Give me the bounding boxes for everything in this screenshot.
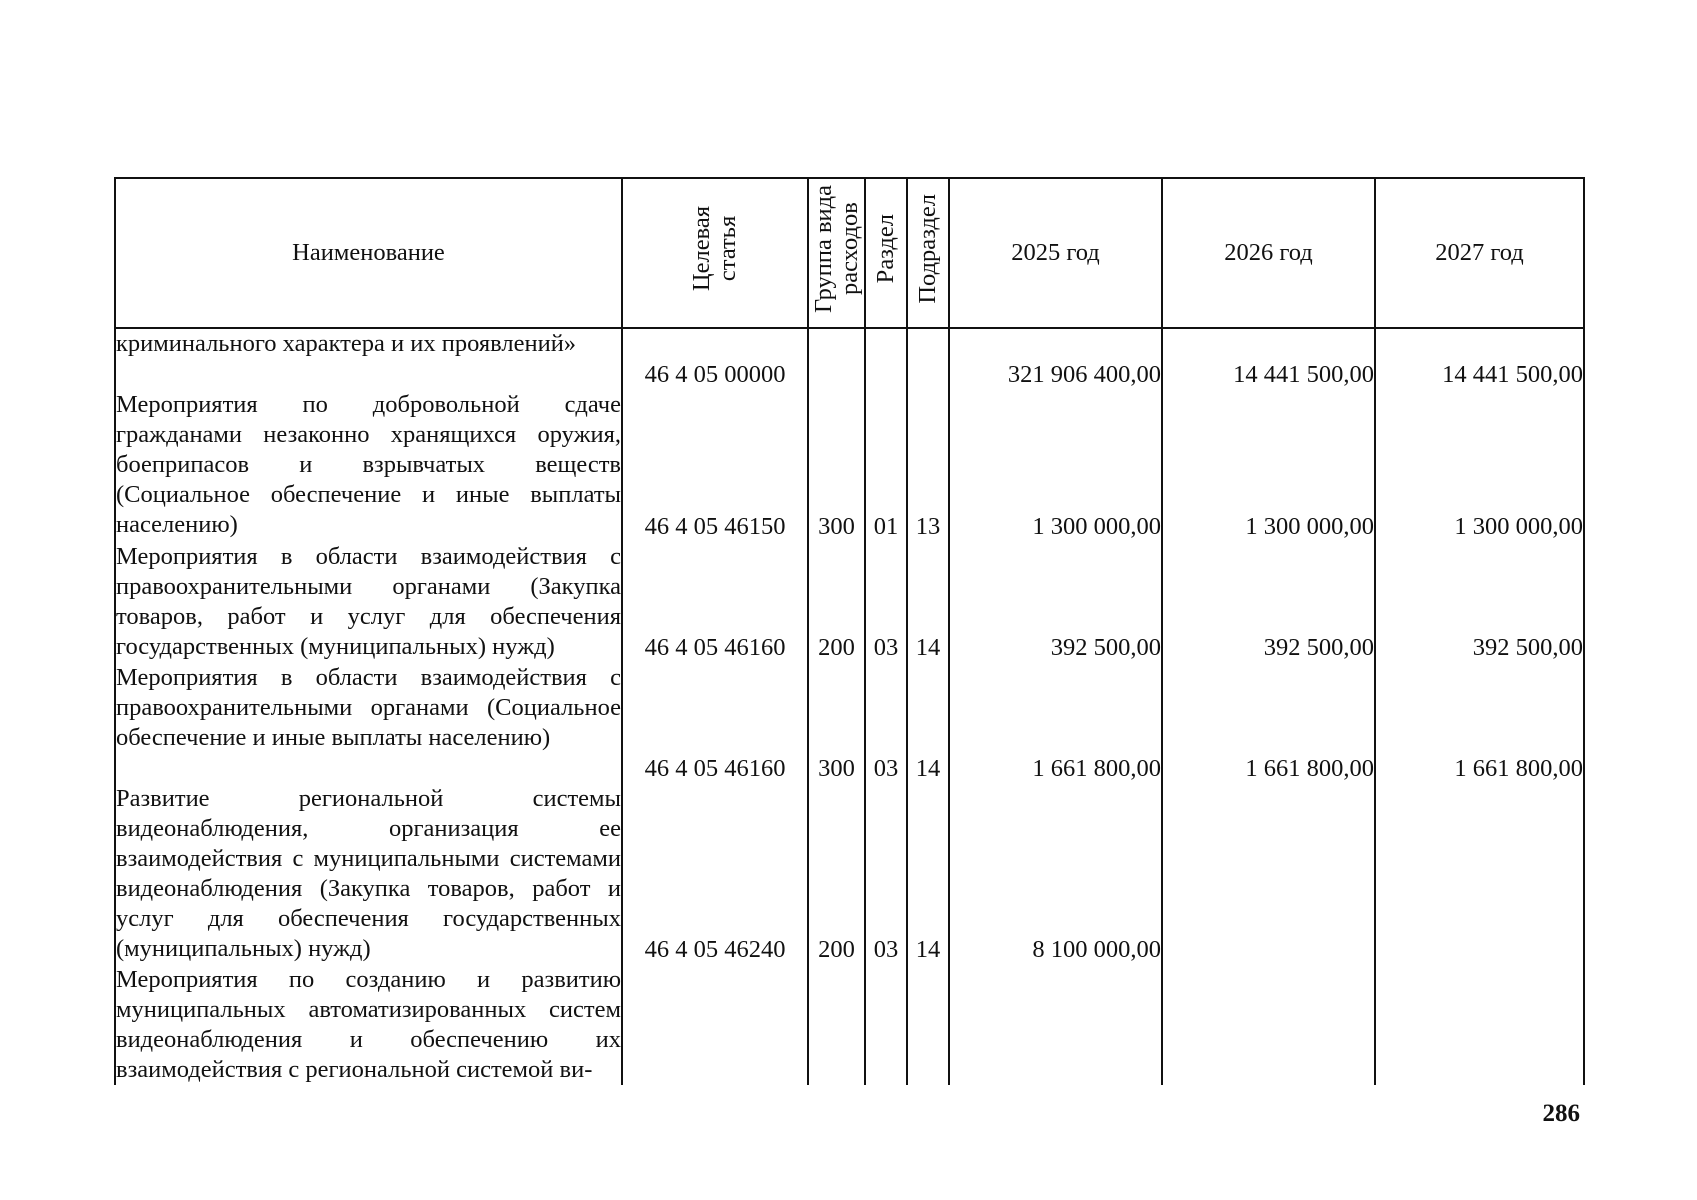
row-expense-group: 200 xyxy=(808,784,865,965)
row-expense-group: 200 xyxy=(808,542,865,663)
row-subsection: 13 xyxy=(907,390,949,542)
table-row xyxy=(115,390,1584,542)
row-section: 03 xyxy=(865,784,907,965)
row-amount-2025 xyxy=(949,965,1162,1085)
row-amount-2027 xyxy=(1375,784,1584,965)
row-amount-2027: 1 300 000,00 xyxy=(1375,390,1584,542)
row-target-article: 46 4 05 46150 xyxy=(622,390,808,542)
row-expense-group: 300 xyxy=(808,390,865,542)
header-expense-group-label: Группа вида расходов xyxy=(809,184,863,314)
row-amount-2026: 392 500,00 xyxy=(1162,542,1375,663)
header-subsection xyxy=(907,178,949,328)
row-target-article: 46 4 05 00000 xyxy=(622,328,808,390)
header-section-label: Раздел xyxy=(872,214,899,284)
budget-table xyxy=(114,177,1585,1085)
row-section: 01 xyxy=(865,390,907,542)
row-amount-2027 xyxy=(1375,965,1584,1085)
row-section xyxy=(865,965,907,1085)
row-amount-2025: 321 906 400,00 xyxy=(949,328,1162,390)
row-target-article: 46 4 05 46240 xyxy=(622,784,808,965)
row-amount-2027: 392 500,00 xyxy=(1375,542,1584,663)
row-subsection: 14 xyxy=(907,663,949,784)
table-row xyxy=(115,542,1584,663)
row-target-article xyxy=(622,965,808,1085)
row-amount-2025: 1 300 000,00 xyxy=(949,390,1162,542)
row-subsection: 14 xyxy=(907,542,949,663)
header-subsection-label: Подраздел xyxy=(914,194,941,304)
header-target-article-label: Целевая статья xyxy=(688,206,741,292)
table-row xyxy=(115,663,1584,784)
header-target-article xyxy=(622,178,808,328)
row-name: криминального характера и их проявлений» xyxy=(115,328,622,390)
row-amount-2026 xyxy=(1162,965,1375,1085)
table-row xyxy=(115,784,1584,965)
header-name: Наименование xyxy=(115,178,622,328)
row-section: 03 xyxy=(865,663,907,784)
table-header-row xyxy=(115,178,1584,328)
page-number: 286 xyxy=(1542,1100,1580,1127)
row-amount-2026: 1 300 000,00 xyxy=(1162,390,1375,542)
budget-table-sheet xyxy=(114,177,1583,1081)
header-year-2027: 2027 год xyxy=(1375,178,1584,328)
header-year-2025: 2025 год xyxy=(949,178,1162,328)
header-section xyxy=(865,178,907,328)
row-amount-2027: 1 661 800,00 xyxy=(1375,663,1584,784)
row-section xyxy=(865,328,907,390)
row-expense-group: 300 xyxy=(808,663,865,784)
row-subsection xyxy=(907,965,949,1085)
row-amount-2025: 8 100 000,00 xyxy=(949,784,1162,965)
header-year-2026: 2026 год xyxy=(1162,178,1375,328)
row-amount-2026 xyxy=(1162,784,1375,965)
row-subsection xyxy=(907,328,949,390)
row-expense-group xyxy=(808,328,865,390)
row-name: Развитие региональной системы видеонаблюдения, организация ее взаимодействия с муниципальными системами видеонаблюдения (Закупка товаров, работ и услуг для обеспечения государственных (муниципальных) нужд) xyxy=(115,784,622,965)
row-amount-2027: 14 441 500,00 xyxy=(1375,328,1584,390)
row-name: Мероприятия по созданию и развитию муниципальных автоматизированных систем видеонаблюдения и обеспечению их взаимодействия с региональной системой ви- xyxy=(116,966,621,1083)
row-expense-group xyxy=(808,965,865,1085)
header-expense-group xyxy=(808,178,865,328)
row-name: Мероприятия в области взаимодействия с правоохранительными органами (Закупка товаров, работ и услуг для обеспечения государственных (муниципальных) нужд) xyxy=(115,542,622,663)
row-amount-2026: 1 661 800,00 xyxy=(1162,663,1375,784)
row-section: 03 xyxy=(865,542,907,663)
row-amount-2025: 392 500,00 xyxy=(949,542,1162,663)
table-row xyxy=(115,965,1584,1085)
row-name: Мероприятия по добровольной сдаче гражданами незаконно хранящихся оружия, боеприпасов и взрывчатых веществ (Социальное обеспечение и иные выплаты населению) xyxy=(115,390,622,542)
row-subsection: 14 xyxy=(907,784,949,965)
table-row xyxy=(115,328,1584,390)
row-target-article: 46 4 05 46160 xyxy=(622,663,808,784)
row-amount-2025: 1 661 800,00 xyxy=(949,663,1162,784)
row-target-article: 46 4 05 46160 xyxy=(622,542,808,663)
row-amount-2026: 14 441 500,00 xyxy=(1162,328,1375,390)
row-name: Мероприятия в области взаимодействия с правоохранительными органами (Социальное обеспечение и иные выплаты населению) xyxy=(115,663,622,784)
